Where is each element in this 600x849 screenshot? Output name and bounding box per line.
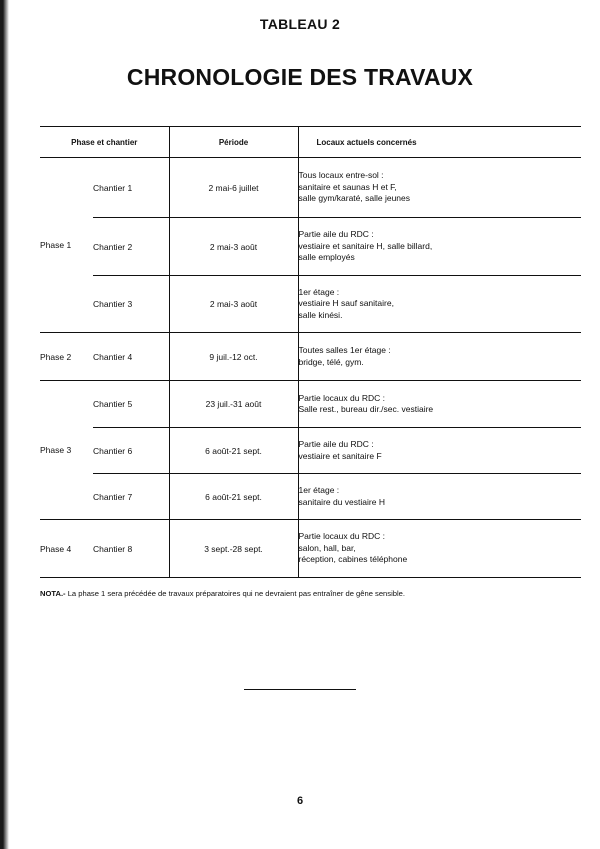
chantier-cell: Chantier 2: [93, 218, 169, 276]
chantier-cell: Chantier 5: [93, 381, 169, 428]
locaux-cell: [298, 333, 581, 381]
locaux-line: salle gym/karaté, salle jeunes: [298, 193, 411, 204]
locaux-line: Salle rest., bureau dir./sec. vestiaire: [298, 404, 434, 414]
phase-cell: Phase 3: [40, 381, 93, 520]
scan-edge: [0, 0, 9, 849]
locaux-line: 1er étage :: [298, 286, 340, 297]
chantier-cell: Chantier 6: [93, 428, 169, 474]
table-kicker: TABLEAU 2: [259, 16, 341, 32]
locaux-line: vestiaire et sanitaire H, salle billard,: [298, 240, 433, 251]
separator-rule: [244, 689, 356, 690]
locaux-line: vestiaire H sauf sanitaire,: [298, 298, 394, 309]
phase-cell: Phase 2: [40, 333, 93, 381]
chantier-cell: Chantier 1: [93, 158, 169, 218]
locaux-line: Partie locaux du RDC :: [298, 531, 385, 542]
header-phase-chantier: Phase et chantier: [40, 127, 169, 158]
table-row: [40, 218, 581, 276]
table-row: [40, 428, 581, 474]
header-periode: Période: [169, 127, 298, 158]
chantier-cell: Chantier 7: [93, 474, 169, 520]
locaux-cell: [298, 158, 581, 218]
locaux-line: salon, hall, bar,: [298, 542, 356, 553]
locaux-line: 1er étage :: [298, 485, 340, 495]
table-row: [40, 474, 581, 520]
locaux-line: salle employés: [298, 252, 355, 263]
nota-footnote: [40, 589, 405, 598]
nota-text: La phase 1 sera précédée de travaux préparatoires qui ne devraient pas entraîner de gêne sensible.: [65, 589, 406, 598]
period-cell: 9 juil.-12 oct.: [169, 333, 298, 381]
table-row: [40, 381, 581, 428]
table-row: [40, 158, 581, 218]
locaux-cell: [298, 474, 581, 520]
period-cell: 3 sept.-28 sept.: [169, 520, 298, 578]
locaux-line: Partie locaux du RDC :: [298, 392, 385, 403]
phase-cell: Phase 4: [40, 520, 93, 578]
locaux-line: salle kinési.: [298, 309, 343, 320]
period-cell: 2 mai-6 juillet: [169, 158, 298, 218]
locaux-line: Partie aile du RDC :: [298, 439, 374, 449]
period-cell: 6 août-21 sept.: [169, 428, 298, 474]
locaux-line: vestiaire et sanitaire F: [298, 450, 382, 461]
phase-cell: Phase 1: [40, 158, 93, 333]
locaux-cell: [298, 381, 581, 428]
locaux-line: Toutes salles 1er étage :: [298, 345, 391, 355]
chronology-table: [40, 126, 581, 578]
chantier-cell: Chantier 8: [93, 520, 169, 578]
locaux-cell: [298, 520, 581, 578]
chantier-cell: Chantier 3: [93, 276, 169, 333]
nota-label: NOTA.-: [40, 589, 66, 598]
period-cell: 2 mai-3 août: [169, 218, 298, 276]
header-locaux: Locaux actuels concernés: [298, 127, 581, 158]
period-cell: 2 mai-3 août: [169, 276, 298, 333]
locaux-line: bridge, télé, gym.: [298, 356, 364, 367]
page-title: CHRONOLOGIE DES TRAVAUX: [126, 64, 474, 90]
locaux-line: Partie aile du RDC :: [298, 229, 374, 240]
period-cell: 6 août-21 sept.: [169, 474, 298, 520]
locaux-line: Tous locaux entre-sol :: [298, 170, 384, 181]
table-row: [40, 333, 581, 381]
page-number: 6: [296, 795, 304, 807]
table-header-row: [40, 127, 581, 158]
period-cell: 23 juil.-31 août: [169, 381, 298, 428]
table-row: [40, 520, 581, 578]
locaux-line: réception, cabines téléphone: [298, 554, 408, 565]
table-row: [40, 276, 581, 333]
chantier-cell: Chantier 4: [93, 333, 169, 381]
locaux-line: sanitaire du vestiaire H: [298, 496, 385, 507]
locaux-line: sanitaire et saunas H et F,: [298, 181, 397, 192]
locaux-cell: [298, 428, 581, 474]
locaux-cell: [298, 276, 581, 333]
locaux-cell: [298, 218, 581, 276]
